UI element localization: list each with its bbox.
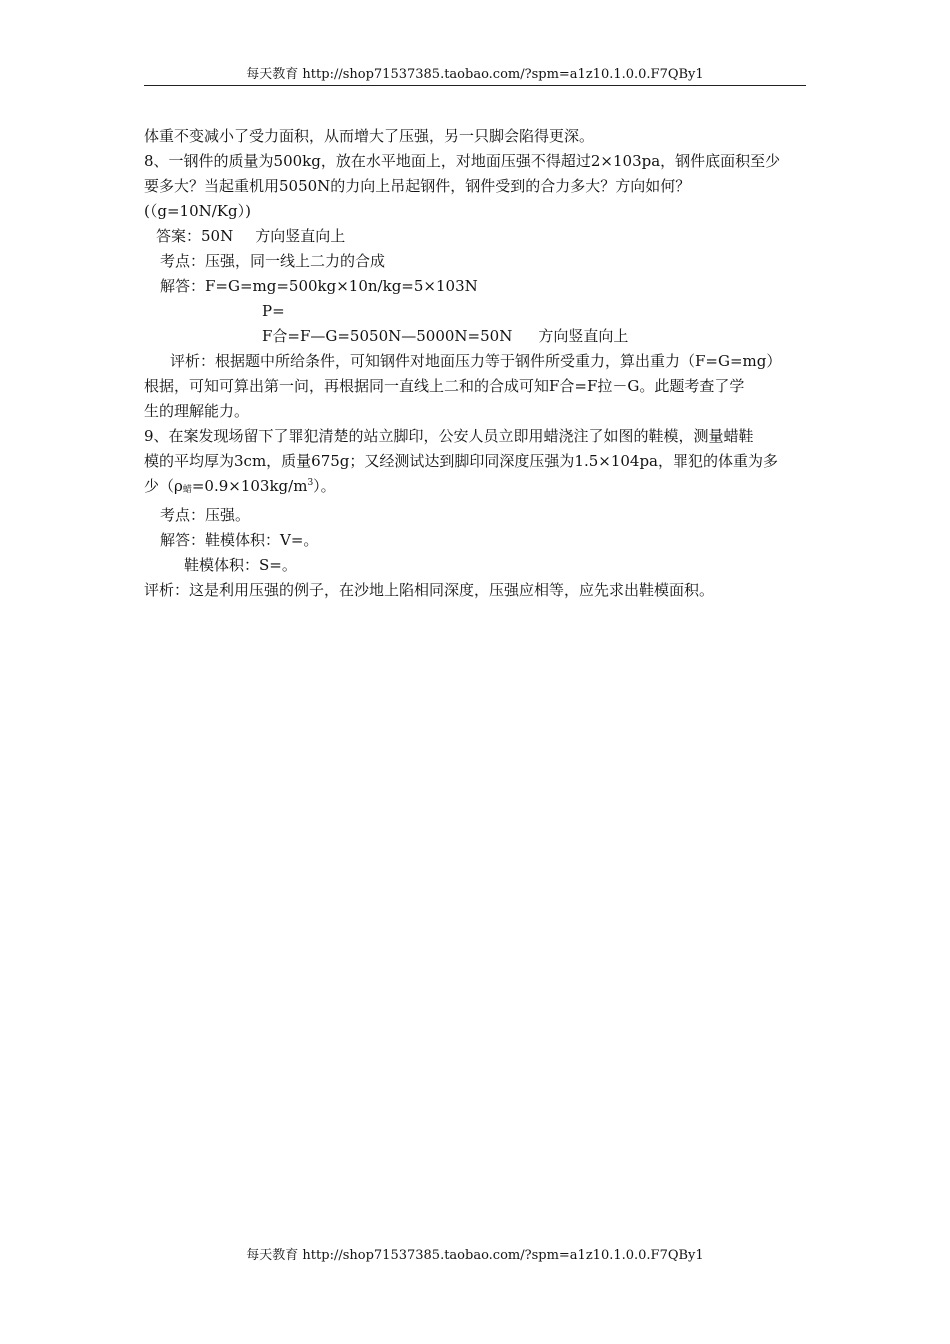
answer-label: 答案：50N bbox=[156, 227, 234, 245]
page-footer: 每天教育 http://shop71537385.taobao.com/?spm=a1z10.1.0.0.F7QBy1 bbox=[246, 1248, 704, 1263]
solution-9: 解答：鞋模体积：V=。 bbox=[160, 531, 319, 549]
review-9: 评析：这是利用压强的例子，在沙地上陷相同深度，压强应相等，应先求出鞋模面积。 bbox=[144, 581, 715, 599]
question-8-line-2: 要多大？当起重机用5050N的力向上吊起钢件，钢件受到的合力多大？方向如何？ bbox=[144, 177, 691, 195]
header-divider bbox=[144, 85, 806, 86]
resultant-force-formula: F合=F—G=5050N—5000N=50N bbox=[262, 327, 513, 345]
solution-9-area: 鞋模体积：S=。 bbox=[184, 556, 297, 574]
document-body bbox=[144, 124, 806, 603]
page-header: 每天教育 http://shop71537385.taobao.com/?spm=a1z10.1.0.0.F7QBy1 bbox=[246, 67, 704, 82]
text-line: 体重不变减小了受力面积，从而增大了压强，另一只脚会陷得更深。 bbox=[144, 127, 595, 145]
answer-direction: 方向竖直向上 bbox=[255, 227, 346, 245]
resultant-force-direction: 方向竖直向上 bbox=[538, 327, 629, 345]
review-8-line-1: 评析：根据题中所给条件，可知钢件对地面压力等于钢件所受重力，算出重力（F=G=mg） bbox=[170, 352, 782, 370]
density-suffix: ）。 bbox=[313, 477, 336, 495]
density-prefix: 少（ρ bbox=[144, 477, 183, 495]
density-value: =0.9×103kg/m bbox=[191, 477, 308, 495]
density-subscript: 蜡 bbox=[182, 485, 192, 495]
key-point-8: 考点：压强，同一线上二力的合成 bbox=[160, 252, 386, 270]
solution-8: 解答：F=G=mg=500kg×10n/kg=5×103N bbox=[160, 277, 478, 295]
resultant-force-equation bbox=[144, 324, 806, 349]
question-9-line-2: 模的平均厚为3cm，质量675g；又经测试达到脚印同深度压强为1.5×104pa，罪犯的体重为多 bbox=[144, 452, 779, 470]
question-9-line-1: 9、在案发现场留下了罪犯清楚的站立脚印，公安人员立即用蜡浇注了如图的鞋模，测量蜡鞋 bbox=[144, 427, 754, 445]
key-point-9: 考点：压强。 bbox=[160, 506, 251, 524]
answer-8 bbox=[144, 224, 806, 249]
pressure-equation: P= bbox=[262, 302, 285, 320]
question-8-line-3: (（g=10N/Kg）) bbox=[144, 202, 251, 220]
review-8-line-3: 生的理解能力。 bbox=[144, 402, 250, 420]
question-8-line-1: 8、一钢件的质量为500kg，放在水平地面上，对地面压强不得超过2×103pa，钢件底面积至少 bbox=[144, 152, 781, 170]
density-exponent: 3 bbox=[307, 478, 314, 488]
review-8-line-2: 根据，可知可算出第一问，再根据同一直线上二和的合成可知F合=F拉－G。此题考查了学 bbox=[144, 377, 745, 395]
question-9-line-3 bbox=[144, 474, 806, 503]
